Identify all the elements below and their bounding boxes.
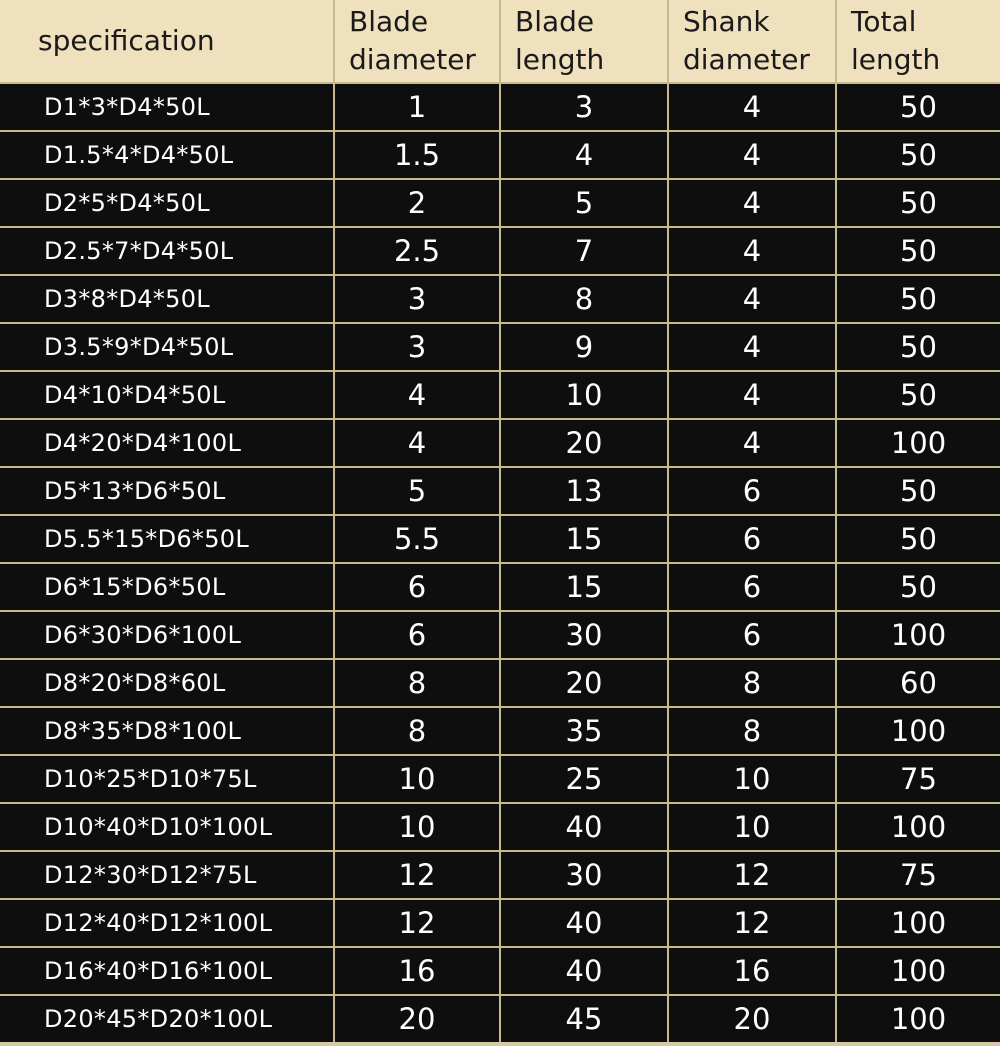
header-blade-diameter-line2: diameter — [349, 43, 476, 76]
blade-diameter-cell: 20 — [334, 995, 500, 1042]
blade-diameter-cell: 5.5 — [334, 515, 500, 563]
blade-diameter-cell: 1.5 — [334, 131, 500, 179]
table-row — [0, 659, 1000, 707]
total-length-cell: 75 — [836, 851, 1000, 899]
spec-cell: D2.5*7*D4*50L — [0, 227, 334, 275]
blade-diameter-cell: 4 — [334, 419, 500, 467]
header-total-length-line2: length — [851, 43, 941, 76]
blade-length-cell: 35 — [500, 707, 668, 755]
spec-cell: D10*25*D10*75L — [0, 755, 334, 803]
blade-diameter-cell: 8 — [334, 707, 500, 755]
spec-cell: D4*10*D4*50L — [0, 371, 334, 419]
shank-diameter-cell: 4 — [668, 131, 836, 179]
header-blade-length-line2: length — [515, 43, 605, 76]
blade-length-cell: 4 — [500, 131, 668, 179]
total-length-cell: 50 — [836, 275, 1000, 323]
spec-cell: D10*40*D10*100L — [0, 803, 334, 851]
table-body — [0, 83, 1000, 1042]
shank-diameter-cell: 12 — [668, 899, 836, 947]
header-shank-diameter — [668, 0, 836, 83]
blade-diameter-cell: 12 — [334, 851, 500, 899]
blade-diameter-cell: 10 — [334, 803, 500, 851]
blade-diameter-cell: 1 — [334, 83, 500, 131]
total-length-cell: 100 — [836, 611, 1000, 659]
table-row — [0, 899, 1000, 947]
blade-length-cell: 15 — [500, 563, 668, 611]
blade-diameter-cell: 10 — [334, 755, 500, 803]
table-row — [0, 851, 1000, 899]
spec-cell: D1.5*4*D4*50L — [0, 131, 334, 179]
total-length-cell: 100 — [836, 899, 1000, 947]
shank-diameter-cell: 4 — [668, 275, 836, 323]
total-length-cell: 50 — [836, 371, 1000, 419]
shank-diameter-cell: 10 — [668, 803, 836, 851]
table-row — [0, 227, 1000, 275]
shank-diameter-cell: 4 — [668, 419, 836, 467]
table-row — [0, 515, 1000, 563]
table-row — [0, 563, 1000, 611]
header-specification — [0, 0, 334, 83]
blade-diameter-cell: 8 — [334, 659, 500, 707]
blade-diameter-cell: 5 — [334, 467, 500, 515]
blade-length-cell: 20 — [500, 419, 668, 467]
shank-diameter-cell: 12 — [668, 851, 836, 899]
blade-length-cell: 25 — [500, 755, 668, 803]
blade-diameter-cell: 3 — [334, 275, 500, 323]
blade-length-cell: 30 — [500, 611, 668, 659]
header-specification-label: specification — [38, 24, 215, 57]
shank-diameter-cell: 4 — [668, 179, 836, 227]
blade-length-cell: 8 — [500, 275, 668, 323]
header-blade-diameter — [334, 0, 500, 83]
spec-cell: D5.5*15*D6*50L — [0, 515, 334, 563]
blade-diameter-cell: 2.5 — [334, 227, 500, 275]
header-blade-length — [500, 0, 668, 83]
total-length-cell: 75 — [836, 755, 1000, 803]
spec-cell: D3*8*D4*50L — [0, 275, 334, 323]
shank-diameter-cell: 4 — [668, 83, 836, 131]
blade-length-cell: 15 — [500, 515, 668, 563]
table-row — [0, 707, 1000, 755]
shank-diameter-cell: 4 — [668, 371, 836, 419]
shank-diameter-cell: 6 — [668, 515, 836, 563]
table-row — [0, 83, 1000, 131]
blade-diameter-cell: 6 — [334, 611, 500, 659]
spec-cell: D8*20*D8*60L — [0, 659, 334, 707]
header-shank-diameter-line2: diameter — [683, 43, 810, 76]
total-length-cell: 100 — [836, 947, 1000, 995]
total-length-cell: 100 — [836, 707, 1000, 755]
blade-length-cell: 30 — [500, 851, 668, 899]
shank-diameter-cell: 6 — [668, 563, 836, 611]
total-length-cell: 100 — [836, 419, 1000, 467]
table-row — [0, 323, 1000, 371]
total-length-cell: 50 — [836, 515, 1000, 563]
blade-length-cell: 7 — [500, 227, 668, 275]
total-length-cell: 50 — [836, 179, 1000, 227]
spec-cell: D8*35*D8*100L — [0, 707, 334, 755]
header-row — [0, 0, 1000, 83]
blade-diameter-cell: 4 — [334, 371, 500, 419]
spec-cell: D12*30*D12*75L — [0, 851, 334, 899]
shank-diameter-cell: 6 — [668, 611, 836, 659]
shank-diameter-cell: 6 — [668, 467, 836, 515]
total-length-cell: 50 — [836, 131, 1000, 179]
table-row — [0, 467, 1000, 515]
spec-cell: D3.5*9*D4*50L — [0, 323, 334, 371]
shank-diameter-cell: 10 — [668, 755, 836, 803]
spec-cell: D12*40*D12*100L — [0, 899, 334, 947]
table-row — [0, 803, 1000, 851]
total-length-cell: 100 — [836, 995, 1000, 1042]
total-length-cell: 60 — [836, 659, 1000, 707]
spec-cell: D5*13*D6*50L — [0, 467, 334, 515]
blade-diameter-cell: 12 — [334, 899, 500, 947]
table-row — [0, 419, 1000, 467]
total-length-cell: 50 — [836, 227, 1000, 275]
blade-length-cell: 13 — [500, 467, 668, 515]
spec-cell: D2*5*D4*50L — [0, 179, 334, 227]
shank-diameter-cell: 8 — [668, 659, 836, 707]
table-row — [0, 995, 1000, 1042]
blade-length-cell: 40 — [500, 899, 668, 947]
spec-cell: D6*30*D6*100L — [0, 611, 334, 659]
blade-length-cell: 40 — [500, 947, 668, 995]
shank-diameter-cell: 8 — [668, 707, 836, 755]
table-row — [0, 371, 1000, 419]
spec-cell: D1*3*D4*50L — [0, 83, 334, 131]
spec-cell: D6*15*D6*50L — [0, 563, 334, 611]
table-row — [0, 755, 1000, 803]
blade-length-cell: 40 — [500, 803, 668, 851]
shank-diameter-cell: 20 — [668, 995, 836, 1042]
shank-diameter-cell: 16 — [668, 947, 836, 995]
blade-length-cell: 9 — [500, 323, 668, 371]
total-length-cell: 100 — [836, 803, 1000, 851]
total-length-cell: 50 — [836, 323, 1000, 371]
total-length-cell: 50 — [836, 83, 1000, 131]
total-length-cell: 50 — [836, 467, 1000, 515]
table-row — [0, 179, 1000, 227]
blade-length-cell: 45 — [500, 995, 668, 1042]
blade-diameter-cell: 3 — [334, 323, 500, 371]
shank-diameter-cell: 4 — [668, 227, 836, 275]
header-total-length — [836, 0, 1000, 83]
header-total-length-line1: Total — [851, 5, 917, 38]
spec-cell: D16*40*D16*100L — [0, 947, 334, 995]
blade-diameter-cell: 2 — [334, 179, 500, 227]
header-blade-diameter-line1: Blade — [349, 5, 429, 38]
spec-cell: D20*45*D20*100L — [0, 995, 334, 1042]
table-row — [0, 611, 1000, 659]
table-row — [0, 131, 1000, 179]
blade-diameter-cell: 16 — [334, 947, 500, 995]
shank-diameter-cell: 4 — [668, 323, 836, 371]
blade-length-cell: 3 — [500, 83, 668, 131]
blade-length-cell: 5 — [500, 179, 668, 227]
table-row — [0, 275, 1000, 323]
header-shank-diameter-line1: Shank — [683, 5, 770, 38]
spec-cell: D4*20*D4*100L — [0, 419, 334, 467]
blade-diameter-cell: 6 — [334, 563, 500, 611]
table-header — [0, 0, 1000, 83]
table-row — [0, 947, 1000, 995]
total-length-cell: 50 — [836, 563, 1000, 611]
blade-length-cell: 10 — [500, 371, 668, 419]
header-blade-length-line1: Blade — [515, 5, 595, 38]
blade-length-cell: 20 — [500, 659, 668, 707]
